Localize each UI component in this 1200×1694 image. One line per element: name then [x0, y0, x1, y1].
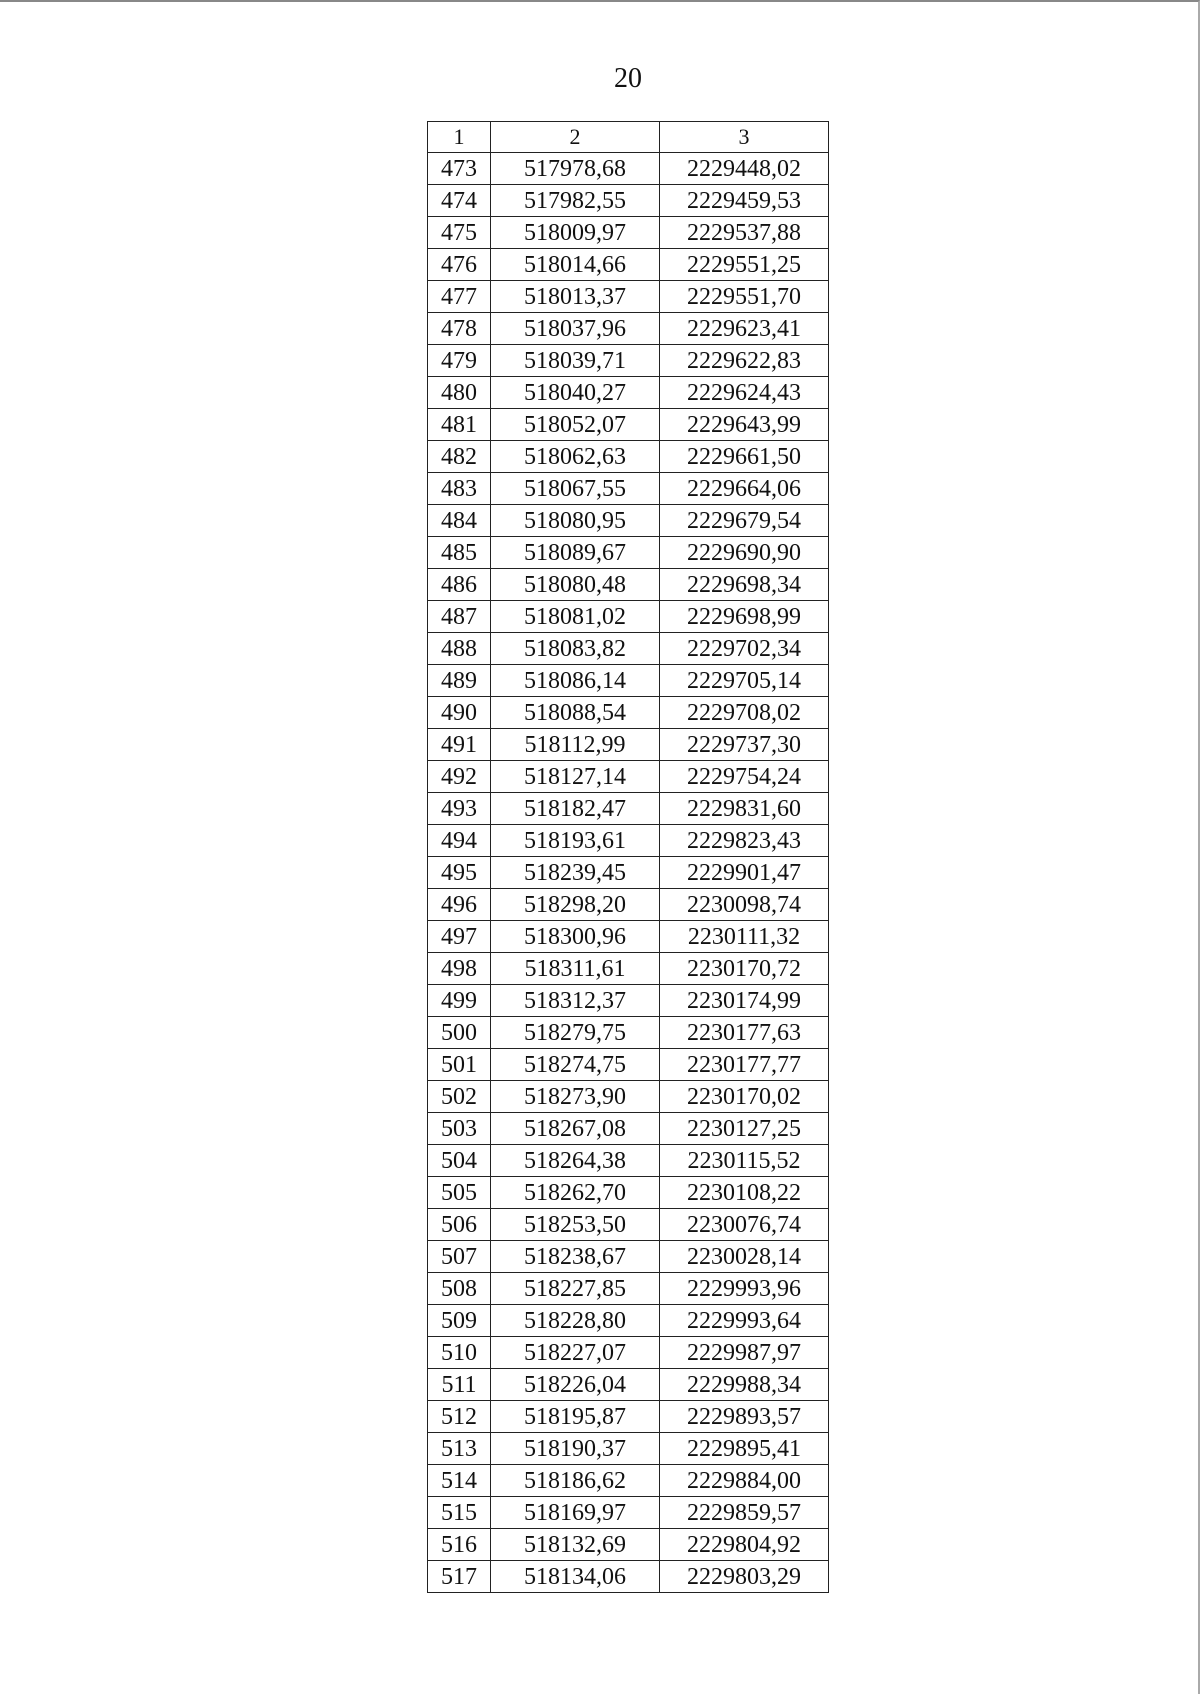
- point-number-cell: 500: [428, 1017, 491, 1049]
- x-coordinate-cell: 518083,82: [491, 633, 660, 665]
- y-coordinate-cell: 2230127,25: [660, 1113, 829, 1145]
- x-coordinate-cell: 518300,96: [491, 921, 660, 953]
- y-coordinate-cell: 2230170,72: [660, 953, 829, 985]
- y-coordinate-cell: 2229737,30: [660, 729, 829, 761]
- table-row: [428, 1273, 829, 1305]
- point-number-cell: 492: [428, 761, 491, 793]
- y-coordinate-cell: 2229551,70: [660, 281, 829, 313]
- point-number-cell: 487: [428, 601, 491, 633]
- table-row: [428, 473, 829, 505]
- y-coordinate-cell: 2229993,64: [660, 1305, 829, 1337]
- y-coordinate-cell: 2230111,32: [660, 921, 829, 953]
- point-number-cell: 512: [428, 1401, 491, 1433]
- point-number-cell: 515: [428, 1497, 491, 1529]
- table-row: [428, 921, 829, 953]
- point-number-cell: 517: [428, 1561, 491, 1593]
- table-row: [428, 729, 829, 761]
- table-row: [428, 601, 829, 633]
- x-coordinate-cell: 518253,50: [491, 1209, 660, 1241]
- x-coordinate-cell: 518080,48: [491, 569, 660, 601]
- y-coordinate-cell: 2229702,34: [660, 633, 829, 665]
- y-coordinate-cell: 2229884,00: [660, 1465, 829, 1497]
- x-coordinate-cell: 518182,47: [491, 793, 660, 825]
- point-number-cell: 516: [428, 1529, 491, 1561]
- x-coordinate-cell: 517978,68: [491, 153, 660, 185]
- table-row: [428, 345, 829, 377]
- x-coordinate-cell: 518227,07: [491, 1337, 660, 1369]
- point-number-cell: 501: [428, 1049, 491, 1081]
- x-coordinate-cell: 518273,90: [491, 1081, 660, 1113]
- x-coordinate-cell: 518279,75: [491, 1017, 660, 1049]
- table-row: [428, 1529, 829, 1561]
- y-coordinate-cell: 2229698,99: [660, 601, 829, 633]
- point-number-cell: 476: [428, 249, 491, 281]
- point-number-cell: 489: [428, 665, 491, 697]
- column-header-1: 1: [428, 122, 491, 153]
- x-coordinate-cell: 517982,55: [491, 185, 660, 217]
- x-coordinate-cell: 518195,87: [491, 1401, 660, 1433]
- x-coordinate-cell: 518262,70: [491, 1177, 660, 1209]
- y-coordinate-cell: 2229859,57: [660, 1497, 829, 1529]
- point-number-cell: 486: [428, 569, 491, 601]
- table-row: [428, 633, 829, 665]
- table-row: [428, 1145, 829, 1177]
- x-coordinate-cell: 518086,14: [491, 665, 660, 697]
- x-coordinate-cell: 518080,95: [491, 505, 660, 537]
- x-coordinate-cell: 518089,67: [491, 537, 660, 569]
- y-coordinate-cell: 2229664,06: [660, 473, 829, 505]
- x-coordinate-cell: 518190,37: [491, 1433, 660, 1465]
- y-coordinate-cell: 2230076,74: [660, 1209, 829, 1241]
- table-row: [428, 409, 829, 441]
- x-coordinate-cell: 518298,20: [491, 889, 660, 921]
- table-row: [428, 825, 829, 857]
- table-row: [428, 537, 829, 569]
- y-coordinate-cell: 2229622,83: [660, 345, 829, 377]
- point-number-cell: 506: [428, 1209, 491, 1241]
- y-coordinate-cell: 2229987,97: [660, 1337, 829, 1369]
- x-coordinate-cell: 518062,63: [491, 441, 660, 473]
- table-row: [428, 1433, 829, 1465]
- x-coordinate-cell: 518037,96: [491, 313, 660, 345]
- y-coordinate-cell: 2230028,14: [660, 1241, 829, 1273]
- point-number-cell: 513: [428, 1433, 491, 1465]
- x-coordinate-cell: 518193,61: [491, 825, 660, 857]
- point-number-cell: 493: [428, 793, 491, 825]
- point-number-cell: 478: [428, 313, 491, 345]
- point-number-cell: 509: [428, 1305, 491, 1337]
- table-row: [428, 1177, 829, 1209]
- point-number-cell: 504: [428, 1145, 491, 1177]
- x-coordinate-cell: 518134,06: [491, 1561, 660, 1593]
- y-coordinate-cell: 2229643,99: [660, 409, 829, 441]
- table-row: [428, 1561, 829, 1593]
- x-coordinate-cell: 518039,71: [491, 345, 660, 377]
- y-coordinate-cell: 2229831,60: [660, 793, 829, 825]
- x-coordinate-cell: 518312,37: [491, 985, 660, 1017]
- table-row: [428, 1241, 829, 1273]
- table-row: [428, 953, 829, 985]
- point-number-cell: 488: [428, 633, 491, 665]
- point-number-cell: 474: [428, 185, 491, 217]
- y-coordinate-cell: 2230115,52: [660, 1145, 829, 1177]
- table-row: [428, 793, 829, 825]
- point-number-cell: 499: [428, 985, 491, 1017]
- x-coordinate-cell: 518014,66: [491, 249, 660, 281]
- x-coordinate-cell: 518226,04: [491, 1369, 660, 1401]
- y-coordinate-cell: 2229679,54: [660, 505, 829, 537]
- x-coordinate-cell: 518088,54: [491, 697, 660, 729]
- point-number-cell: 475: [428, 217, 491, 249]
- x-coordinate-cell: 518127,14: [491, 761, 660, 793]
- table-row: [428, 1081, 829, 1113]
- y-coordinate-cell: 2230177,77: [660, 1049, 829, 1081]
- y-coordinate-cell: 2229895,41: [660, 1433, 829, 1465]
- x-coordinate-cell: 518186,62: [491, 1465, 660, 1497]
- table-row: [428, 569, 829, 601]
- x-coordinate-cell: 518013,37: [491, 281, 660, 313]
- x-coordinate-cell: 518052,07: [491, 409, 660, 441]
- point-number-cell: 495: [428, 857, 491, 889]
- table-row: [428, 761, 829, 793]
- x-coordinate-cell: 518238,67: [491, 1241, 660, 1273]
- point-number-cell: 473: [428, 153, 491, 185]
- y-coordinate-cell: 2230170,02: [660, 1081, 829, 1113]
- table-row: [428, 665, 829, 697]
- point-number-cell: 479: [428, 345, 491, 377]
- point-number-cell: 514: [428, 1465, 491, 1497]
- x-coordinate-cell: 518264,38: [491, 1145, 660, 1177]
- point-number-cell: 482: [428, 441, 491, 473]
- point-number-cell: 507: [428, 1241, 491, 1273]
- y-coordinate-cell: 2229823,43: [660, 825, 829, 857]
- table-row: [428, 1465, 829, 1497]
- table-row: [428, 1305, 829, 1337]
- y-coordinate-cell: 2230177,63: [660, 1017, 829, 1049]
- y-coordinate-cell: 2229993,96: [660, 1273, 829, 1305]
- y-coordinate-cell: 2229537,88: [660, 217, 829, 249]
- x-coordinate-cell: 518311,61: [491, 953, 660, 985]
- x-coordinate-cell: 518132,69: [491, 1529, 660, 1561]
- point-number-cell: 491: [428, 729, 491, 761]
- x-coordinate-cell: 518239,45: [491, 857, 660, 889]
- point-number-cell: 502: [428, 1081, 491, 1113]
- table-row: [428, 249, 829, 281]
- x-coordinate-cell: 518067,55: [491, 473, 660, 505]
- point-number-cell: 483: [428, 473, 491, 505]
- y-coordinate-cell: 2229803,29: [660, 1561, 829, 1593]
- page-number: 20: [614, 63, 642, 94]
- point-number-cell: 477: [428, 281, 491, 313]
- column-header-2: 2: [491, 122, 660, 153]
- table-row: [428, 857, 829, 889]
- point-number-cell: 497: [428, 921, 491, 953]
- table-row: [428, 1369, 829, 1401]
- table-row: [428, 1209, 829, 1241]
- x-coordinate-cell: 518227,85: [491, 1273, 660, 1305]
- y-coordinate-cell: 2229988,34: [660, 1369, 829, 1401]
- table-row: [428, 281, 829, 313]
- table-row: [428, 505, 829, 537]
- y-coordinate-cell: 2230098,74: [660, 889, 829, 921]
- table-row: [428, 217, 829, 249]
- table-row: [428, 1497, 829, 1529]
- table-row: [428, 313, 829, 345]
- y-coordinate-cell: 2229708,02: [660, 697, 829, 729]
- y-coordinate-cell: 2229690,90: [660, 537, 829, 569]
- y-coordinate-cell: 2229459,53: [660, 185, 829, 217]
- point-number-cell: 494: [428, 825, 491, 857]
- y-coordinate-cell: 2229804,92: [660, 1529, 829, 1561]
- y-coordinate-cell: 2229698,34: [660, 569, 829, 601]
- point-number-cell: 511: [428, 1369, 491, 1401]
- x-coordinate-cell: 518112,99: [491, 729, 660, 761]
- table-row: [428, 377, 829, 409]
- point-number-cell: 480: [428, 377, 491, 409]
- point-number-cell: 496: [428, 889, 491, 921]
- table-row: [428, 1113, 829, 1145]
- point-number-cell: 490: [428, 697, 491, 729]
- x-coordinate-cell: 518009,97: [491, 217, 660, 249]
- table-row: [428, 1049, 829, 1081]
- point-number-cell: 510: [428, 1337, 491, 1369]
- y-coordinate-cell: 2229661,50: [660, 441, 829, 473]
- point-number-cell: 508: [428, 1273, 491, 1305]
- table-row: [428, 441, 829, 473]
- table-row: [428, 985, 829, 1017]
- x-coordinate-cell: 518040,27: [491, 377, 660, 409]
- y-coordinate-cell: 2229901,47: [660, 857, 829, 889]
- x-coordinate-cell: 518228,80: [491, 1305, 660, 1337]
- point-number-cell: 505: [428, 1177, 491, 1209]
- y-coordinate-cell: 2229624,43: [660, 377, 829, 409]
- y-coordinate-cell: 2229893,57: [660, 1401, 829, 1433]
- point-number-cell: 481: [428, 409, 491, 441]
- point-number-cell: 503: [428, 1113, 491, 1145]
- x-coordinate-cell: 518081,02: [491, 601, 660, 633]
- y-coordinate-cell: 2230174,99: [660, 985, 829, 1017]
- table-body: [428, 122, 829, 1593]
- table-header-row: [428, 122, 829, 153]
- point-number-cell: 484: [428, 505, 491, 537]
- column-header-3: 3: [660, 122, 829, 153]
- y-coordinate-cell: 2229623,41: [660, 313, 829, 345]
- x-coordinate-cell: 518274,75: [491, 1049, 660, 1081]
- table-row: [428, 889, 829, 921]
- table-row: [428, 1401, 829, 1433]
- point-number-cell: 485: [428, 537, 491, 569]
- x-coordinate-cell: 518267,08: [491, 1113, 660, 1145]
- table-row: [428, 1337, 829, 1369]
- y-coordinate-cell: 2230108,22: [660, 1177, 829, 1209]
- y-coordinate-cell: 2229754,24: [660, 761, 829, 793]
- coordinates-table: [427, 121, 829, 1593]
- y-coordinate-cell: 2229705,14: [660, 665, 829, 697]
- y-coordinate-cell: 2229551,25: [660, 249, 829, 281]
- table-row: [428, 1017, 829, 1049]
- y-coordinate-cell: 2229448,02: [660, 153, 829, 185]
- table-row: [428, 697, 829, 729]
- table-row: [428, 185, 829, 217]
- x-coordinate-cell: 518169,97: [491, 1497, 660, 1529]
- table-row: [428, 153, 829, 185]
- point-number-cell: 498: [428, 953, 491, 985]
